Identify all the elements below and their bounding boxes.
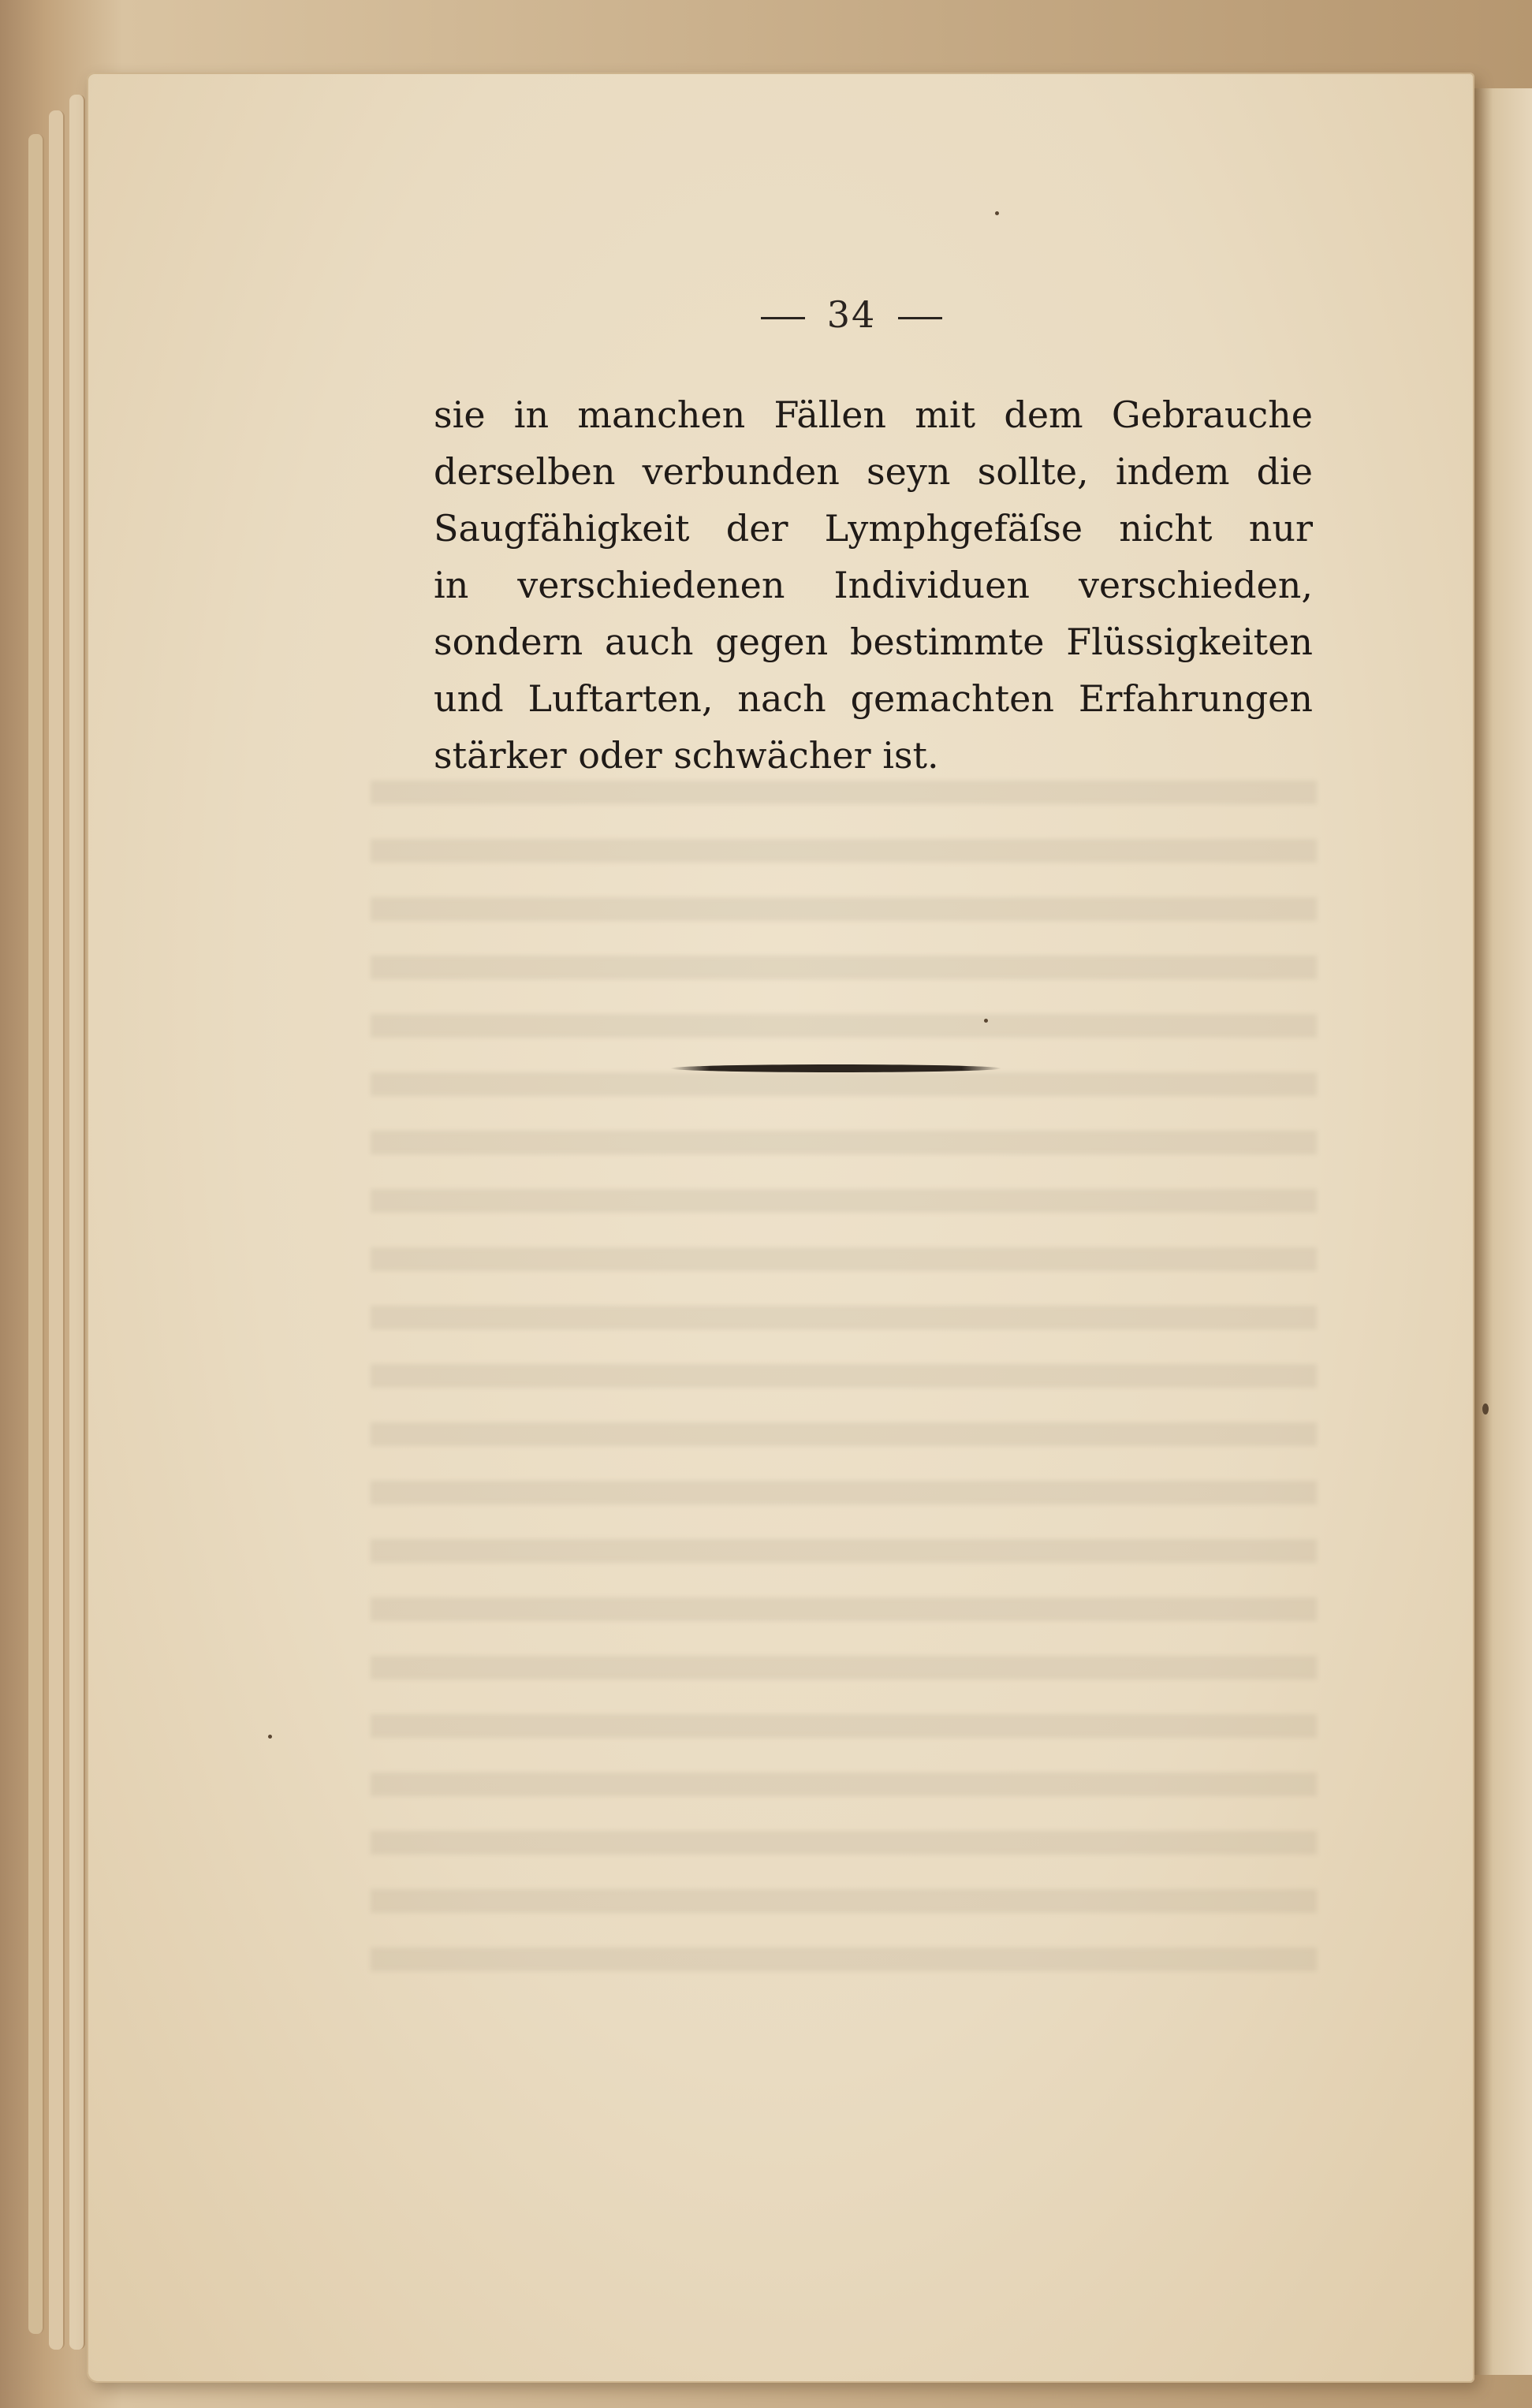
text-line: stärker oder schwächer ist. bbox=[434, 734, 939, 777]
page-edge bbox=[49, 110, 65, 2350]
paper-speck bbox=[1482, 1403, 1489, 1415]
text-line: sie in manchen Fällen mit dem Gebrauche bbox=[434, 393, 1313, 436]
page-number bbox=[0, 293, 1532, 336]
text-line: in verschiedenen Individuen verschieden, bbox=[434, 564, 1313, 606]
page-edge bbox=[69, 95, 85, 2350]
paper-speck bbox=[995, 211, 999, 215]
show-through-text bbox=[371, 781, 1317, 1979]
folio-dash-right bbox=[898, 317, 942, 319]
text-line: Saugfähigkeit der Lymphgefäſse nicht nur bbox=[434, 507, 1313, 550]
text-line: sondern auch gegen bestimmte Flüssigkeiten bbox=[434, 621, 1313, 663]
section-end-rule bbox=[670, 1064, 1001, 1072]
body-text bbox=[434, 386, 1313, 784]
folio-dash-left bbox=[761, 317, 805, 319]
facing-page-edge bbox=[1471, 88, 1532, 2375]
text-line: und Luftarten, nach gemachten Erfahrungen bbox=[434, 677, 1313, 720]
paper-speck bbox=[984, 1019, 988, 1023]
page-edge bbox=[28, 134, 44, 2334]
page-number-value: 34 bbox=[826, 293, 877, 336]
text-line: derselben verbunden seyn sollte, indem die bbox=[434, 450, 1313, 493]
paper-speck bbox=[268, 1735, 272, 1739]
